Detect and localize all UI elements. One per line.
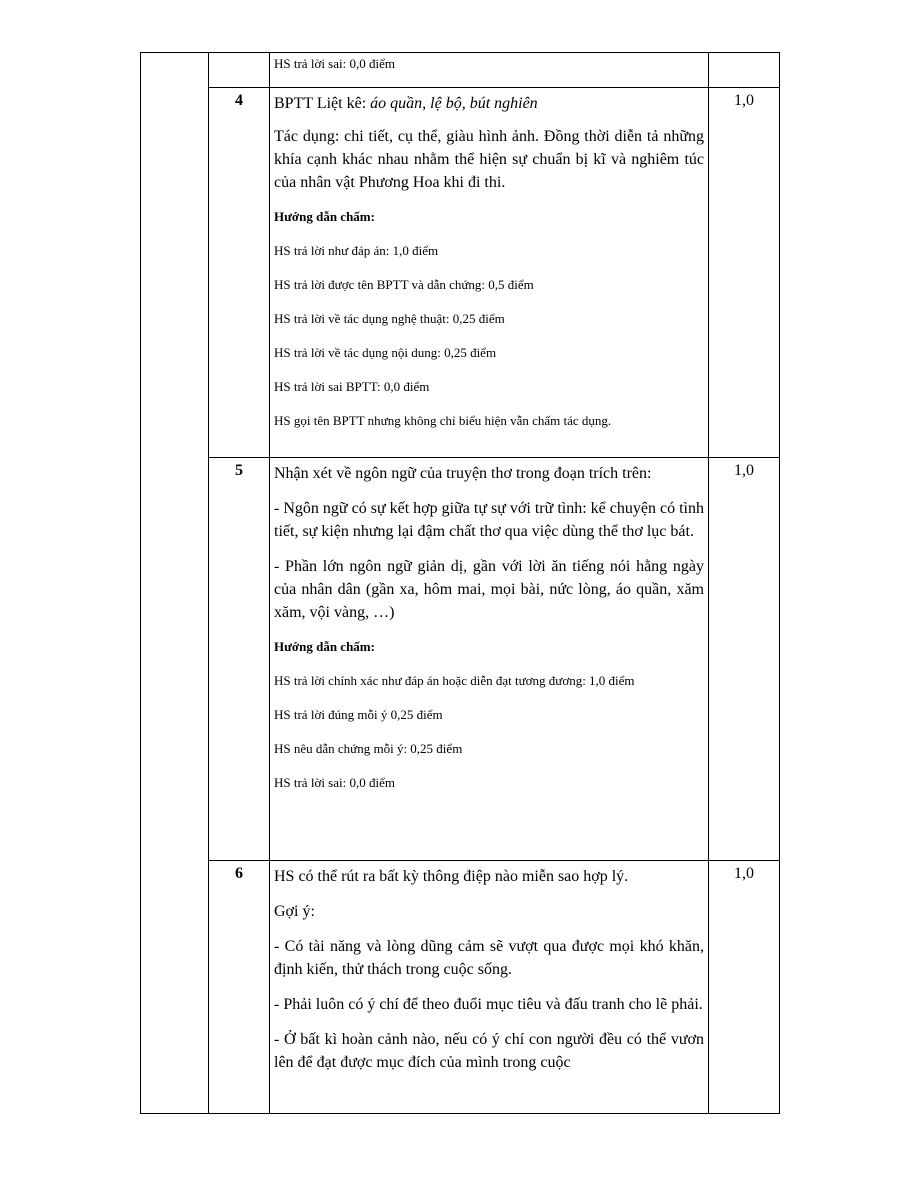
guide-line: HS trả lời được tên BPTT và dẫn chứng: 0,5 điểm [274, 277, 534, 292]
answer-cell [270, 458, 709, 861]
score-cell: 1,0 [709, 458, 780, 861]
answer-lead-italic: áo quần, lệ bộ, bút nghiên [370, 95, 538, 112]
guide-line: HS nêu dẫn chứng mỗi ý: 0,25 điểm [274, 741, 463, 756]
guide-line: HS gọi tên BPTT nhưng không chỉ biểu hiện vẫn chấm tác dụng. [274, 413, 612, 428]
guide-line: HS trả lời sai: 0,0 điểm [274, 56, 395, 71]
guide-line: HS trả lời chính xác như đáp án hoặc diễn đạt tương đương: 1,0 điểm [274, 673, 635, 688]
answer-paragraph: - Ở bất kì hoàn cảnh nào, nếu có ý chí con người đều có thể vươn lên để đạt được mục đích của mình trong cuộc [274, 1031, 704, 1071]
answer-effect: Tác dụng: chi tiết, cụ thể, giàu hình ảnh. Đồng thời diễn tả những khía cạnh khác nhau nhằm thể hiện sự chuẩn bị kĩ và nghiêm túc của nhân vật Phương Hoa khi đi thi. [274, 128, 704, 191]
question-number: 4 [209, 88, 270, 458]
guide-heading: Hướng dẫn chấm: [274, 639, 375, 654]
answer-paragraph: - Ngôn ngữ có sự kết hợp giữa tự sự với trữ tình: kể chuyện có tình tiết, sự kiện nhưng lại đậm chất thơ qua việc dùng thể thơ lục bát. [274, 500, 704, 540]
table-row [141, 458, 780, 861]
guide-line: HS trả lời về tác dụng nghệ thuật: 0,25 điểm [274, 311, 505, 326]
table-row [141, 88, 780, 458]
question-number [209, 53, 270, 88]
guide-heading: Hướng dẫn chấm: [274, 209, 375, 224]
score-cell: 1,0 [709, 88, 780, 458]
table-row [141, 53, 780, 88]
guide-line: HS trả lời sai BPTT: 0,0 điểm [274, 379, 430, 394]
answer-table [140, 52, 780, 1114]
guide-line: HS trả lời đúng mỗi ý 0,25 điểm [274, 707, 443, 722]
guide-line: HS trả lời sai: 0,0 điểm [274, 775, 395, 790]
guide-line: HS trả lời như đáp án: 1,0 điểm [274, 243, 439, 258]
answer-cell [270, 861, 709, 1114]
answer-paragraph: Gợi ý: [274, 903, 315, 920]
answer-cell [270, 53, 709, 88]
answer-lead-text: BPTT Liệt kê: [274, 95, 371, 112]
question-number: 5 [209, 458, 270, 861]
answer-paragraph: - Phần lớn ngôn ngữ giản dị, gần với lời ăn tiếng nói hằng ngày của nhân dân (gần xa, hôm mai, mọi bài, nức lòng, áo quần, xăm xăm, vội vàng, …) [274, 558, 704, 621]
answer-paragraph: HS có thể rút ra bất kỳ thông điệp nào miễn sao hợp lý. [274, 868, 629, 885]
answer-paragraph: - Phải luôn có ý chí để theo đuổi mục tiêu và đấu tranh cho lẽ phải. [274, 996, 703, 1013]
answer-cell [270, 88, 709, 458]
score-cell: 1,0 [709, 861, 780, 1114]
question-number: 6 [209, 861, 270, 1114]
guide-line: HS trả lời về tác dụng nội dung: 0,25 điểm [274, 345, 497, 360]
answer-lead [274, 92, 704, 115]
answer-paragraph: Nhận xét về ngôn ngữ của truyện thơ trong đoạn trích trên: [274, 465, 652, 482]
table-row [141, 861, 780, 1114]
score-cell [709, 53, 780, 88]
answer-paragraph: - Có tài năng và lòng dũng cảm sẽ vượt qua được mọi khó khăn, định kiến, thử thách trong cuộc sống. [274, 938, 704, 978]
part-cell [141, 53, 209, 1114]
